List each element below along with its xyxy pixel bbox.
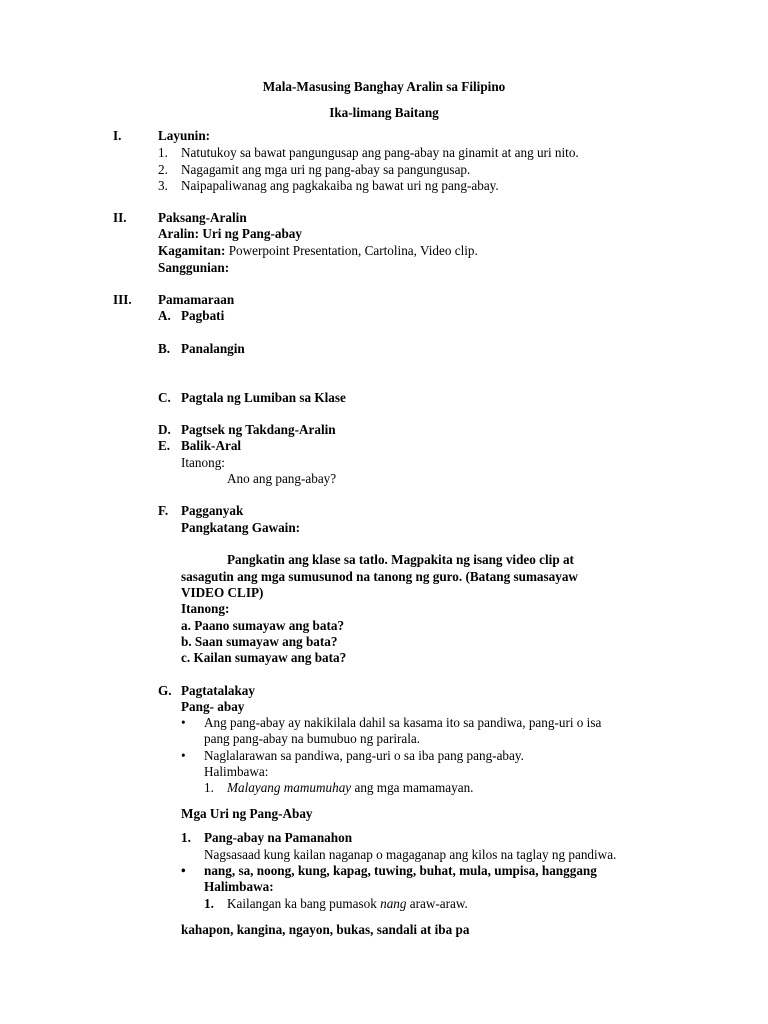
type-1-halimbawa: Halimbawa:	[204, 879, 274, 894]
objective-3-number: 3.	[158, 178, 168, 193]
aralin-line: Aralin: Uri ng Pang-abay	[158, 226, 302, 241]
section-2-number: II.	[113, 210, 127, 225]
section-2-heading: Paksang-Aralin	[158, 210, 247, 225]
type-1-markers: nang, sa, noong, kung, kapag, tuwing, buhat, mula, umpisa, hanggang	[204, 863, 597, 878]
kagamitan-line	[158, 243, 478, 259]
step-d: Pagtsek ng Takdang-Aralin	[181, 422, 336, 437]
section-3-heading: Pamamaraan	[158, 292, 235, 307]
step-d-letter: D.	[158, 422, 171, 437]
kagamitan-value: Powerpoint Presentation, Cartolina, Video clip.	[225, 243, 478, 258]
bullet-icon: •	[181, 863, 186, 878]
step-a-letter: A.	[158, 308, 171, 323]
step-f-itanong: Itanong:	[181, 601, 230, 616]
step-e-itanong: Itanong:	[181, 455, 225, 470]
step-e-letter: E.	[158, 438, 171, 453]
bullet-1-line-2: pang pang-abay na bumubuo ng parirala.	[204, 731, 421, 746]
sanggunian-line: Sanggunian:	[158, 260, 230, 275]
halimbawa-label: Halimbawa:	[204, 764, 269, 779]
section-3-number: III.	[113, 292, 132, 307]
section-1-number: I.	[113, 128, 122, 143]
type-1-example-b: araw-araw.	[406, 896, 468, 911]
step-e-question: Ano ang pang-abay?	[227, 471, 337, 486]
example-italic: Malayang mamumuhay	[227, 780, 352, 795]
kagamitan-label: Kagamitan:	[158, 243, 226, 258]
objective-1: Natutukoy sa bawat pangungusap ang pang-abay na ginamit at ang uri nito.	[181, 145, 579, 160]
step-b-letter: B.	[158, 341, 171, 356]
objective-1-number: 1.	[158, 145, 168, 160]
step-f-question: a. Paano sumayaw ang bata?	[181, 618, 345, 633]
step-f-letter: F.	[158, 503, 169, 518]
objective-2: Nagagamit ang mga uri ng pang-abay sa pangungusap.	[181, 162, 471, 177]
bullet-1-line-1: Ang pang-abay ay nakikilala dahil sa kasama ito sa pandiwa, pang-uri o isa	[204, 715, 602, 730]
step-f-question: c. Kailan sumayaw ang bata?	[181, 650, 347, 665]
step-e: Balik-Aral	[181, 438, 242, 453]
step-g: Pagtatalakay	[181, 683, 255, 698]
section-1-heading: Layunin:	[158, 128, 211, 143]
step-f-paragraph-line-2: sasagutin ang mga sumusunod na tanong ng guro. (Batang sumasayaw	[181, 569, 578, 584]
type-1-example-number: 1.	[204, 896, 214, 911]
step-b: Panalangin	[181, 341, 245, 356]
objective-3: Naipapaliwanag ang pagkakaiba ng bawat uri ng pang-abay.	[181, 178, 499, 193]
step-f: Pagganyak	[181, 503, 244, 518]
type-1-example-a: Kailangan ka bang pumasok	[227, 896, 381, 911]
bullet-2: Naglalarawan sa pandiwa, pang-uri o sa iba pang pang-abay.	[204, 748, 524, 763]
example-number: 1.	[204, 780, 214, 795]
step-c: Pagtala ng Lumiban sa Klase	[181, 390, 346, 405]
example-rest: ang mga mamamayan.	[351, 780, 474, 795]
objective-2-number: 2.	[158, 162, 168, 177]
type-1-example-italic: nang	[380, 896, 407, 911]
step-c-letter: C.	[158, 390, 171, 405]
step-f-paragraph-line-1: Pangkatin ang klase sa tatlo. Magpakita ng isang video clip at	[227, 552, 574, 567]
step-f-paragraph-line-3: VIDEO CLIP)	[181, 585, 264, 600]
step-g-subheading: Pang- abay	[181, 699, 245, 714]
step-f-question: b. Saan sumayaw ang bata?	[181, 634, 338, 649]
document-title: Mala-Masusing Banghay Aralin sa Filipino	[262, 79, 506, 94]
type-1-number: 1.	[181, 830, 191, 845]
grade-level: Ika-limang Baitang	[329, 105, 439, 120]
example-sentence	[227, 780, 473, 796]
type-1-example	[227, 896, 468, 912]
bullet-icon: •	[181, 748, 186, 763]
step-g-letter: G.	[158, 683, 172, 698]
types-heading: Mga Uri ng Pang-Abay	[181, 806, 313, 821]
bullet-icon: •	[181, 715, 186, 730]
step-f-subheading: Pangkatang Gawain:	[181, 520, 301, 535]
type-1-words: kahapon, kangina, ngayon, bukas, sandali at iba pa	[181, 922, 470, 937]
step-a: Pagbati	[181, 308, 225, 323]
type-1-title: Pang-abay na Pamanahon	[204, 830, 353, 845]
type-1-description: Nagsasaad kung kailan naganap o magaganap ang kilos na taglay ng pandiwa.	[204, 847, 617, 862]
